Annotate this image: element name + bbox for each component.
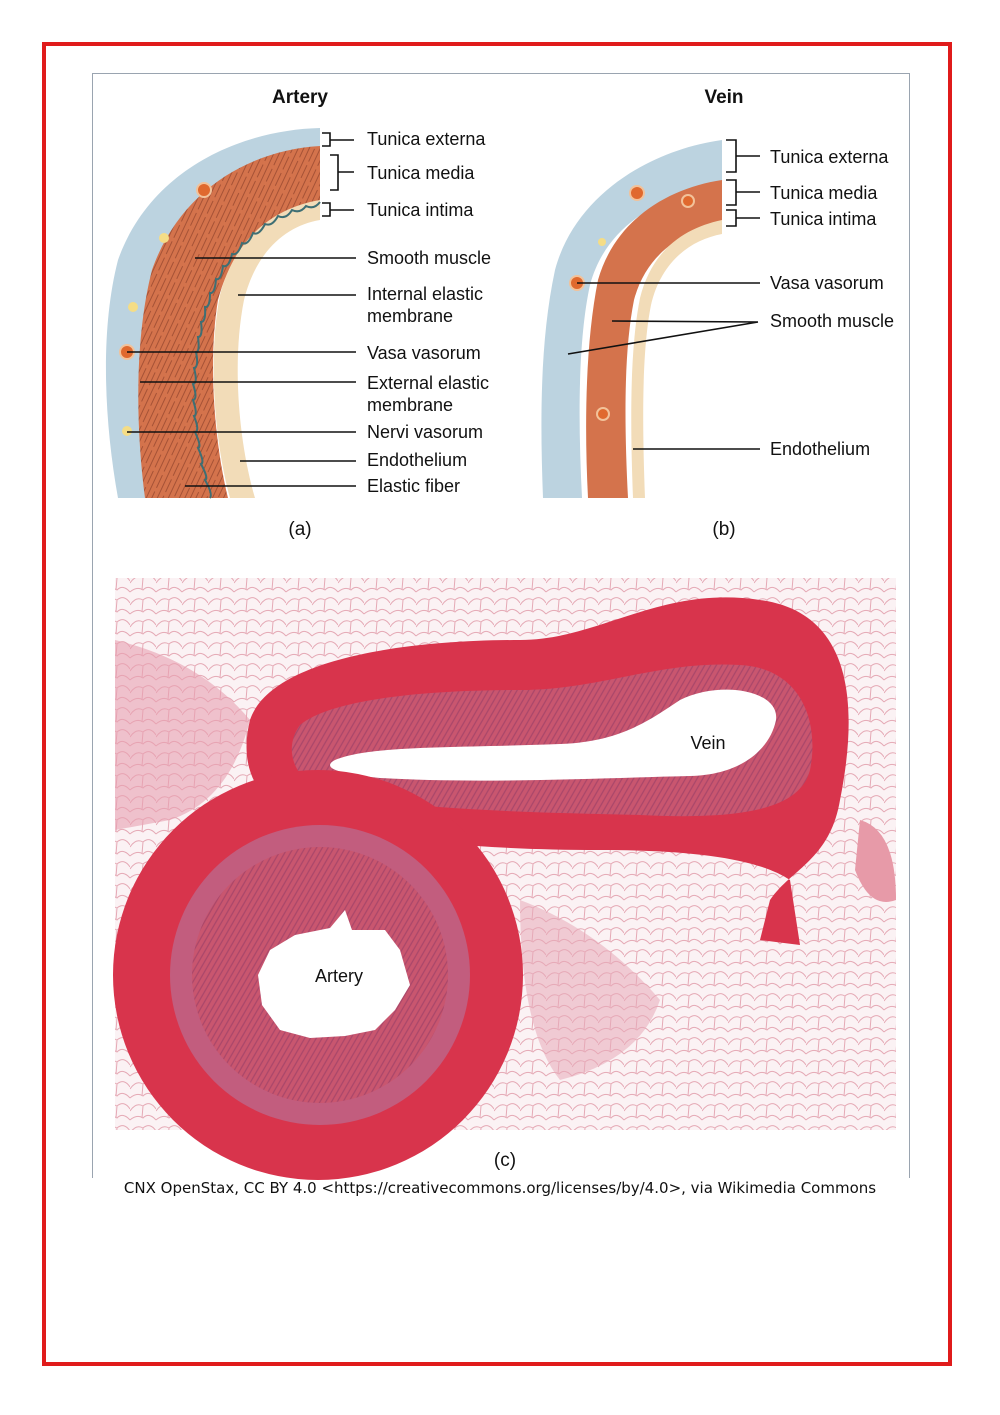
label-vasa-vasorum-a: Vasa vasorum: [367, 343, 481, 363]
artery-labels: [367, 129, 491, 496]
label-tunica-media-b: Tunica media: [770, 183, 878, 203]
vein-labels: [770, 147, 894, 459]
vein-title: Vein: [704, 87, 744, 108]
label-endothelium-b: Endothelium: [770, 439, 871, 459]
image-credit: CNX OpenStax, CC BY 4.0 <https://creativecommons.org/licenses/by/4.0>, via Wikimedia Commons: [123, 1179, 877, 1197]
label-tunica-media-a: Tunica media: [367, 163, 475, 183]
micrograph: [113, 578, 896, 1180]
label-tunica-externa-a: Tunica externa: [367, 129, 486, 149]
label-tunica-intima-a: Tunica intima: [367, 200, 474, 220]
label-smooth-muscle-a: Smooth muscle: [367, 248, 492, 268]
label-vasa-vasorum-b: Vasa vasorum: [770, 273, 884, 293]
artery-title: Artery: [272, 87, 328, 108]
label-tunica-externa-b: Tunica externa: [770, 147, 889, 167]
label-external-elastic-a: External elastic: [367, 373, 490, 393]
artery-wall-drawing: [106, 128, 320, 498]
caption-c: (c): [493, 1150, 517, 1171]
label-external-elastic-membrane-a: membrane: [367, 395, 454, 415]
label-tunica-intima-b: Tunica intima: [770, 209, 877, 229]
label-internal-elastic-a: Internal elastic: [367, 284, 484, 304]
label-nervi-vasorum-a: Nervi vasorum: [367, 422, 484, 442]
label-smooth-muscle-b: Smooth muscle: [770, 311, 895, 331]
caption-b: (b): [712, 519, 736, 540]
micrograph-vein-label: Vein: [690, 733, 726, 753]
label-endothelium-a: Endothelium: [367, 450, 468, 470]
caption-a: (a): [288, 519, 312, 540]
micrograph-artery-label: Artery: [314, 966, 364, 986]
vein-wall-drawing: [541, 140, 722, 498]
label-elastic-fiber-a: Elastic fiber: [367, 476, 461, 496]
label-internal-elastic-membrane-a: membrane: [367, 306, 454, 326]
